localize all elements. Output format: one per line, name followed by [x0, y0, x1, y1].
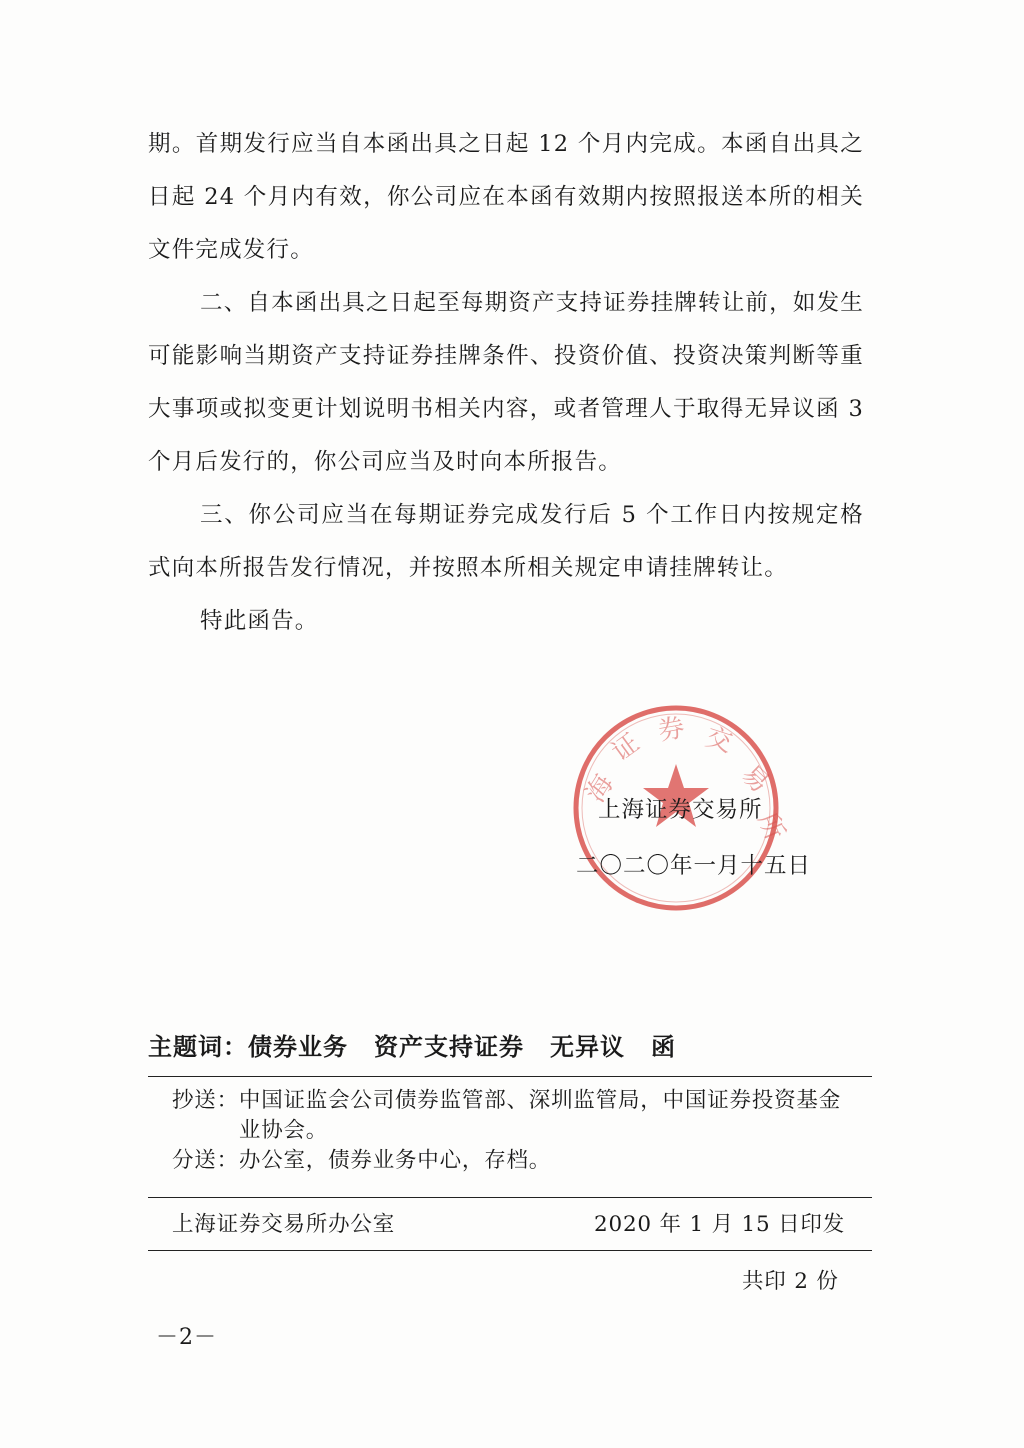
- svg-text:证: 证: [606, 728, 646, 768]
- svg-text:易: 易: [735, 759, 775, 800]
- svg-text:海: 海: [580, 769, 620, 808]
- subject-item: 资产支持证券: [374, 1033, 524, 1061]
- divider-line: [148, 1076, 872, 1077]
- letter-body: [148, 118, 864, 648]
- subject-item: 债券业务: [248, 1033, 348, 1061]
- paragraph-two: 二、自本函出具之日起至每期资产支持证券挂牌转让前，如发生可能影响当期资产支持证券挂牌条件、投资价值、投资决策判断等重大事项或拟变更计划说明书相关内容，或者管理人于取得无异议函 3 个月后发行的，你公司应当及时向本所报告。: [148, 290, 864, 475]
- copies-count: 共印 2 份: [742, 1269, 839, 1294]
- print-date: 2020 年 1 月 15 日印发: [594, 1212, 846, 1237]
- subject-item: 无异议: [550, 1033, 625, 1061]
- issuing-office: 上海证券交易所办公室: [172, 1212, 396, 1237]
- dist-row: [172, 1146, 862, 1176]
- cc-row: [172, 1086, 862, 1146]
- signature-date: 二〇二〇年一月十五日: [576, 853, 812, 879]
- subject-keywords: [148, 1027, 702, 1062]
- paragraph-three: 三、你公司应当在每期证券完成发行后 5 个工作日内按规定格式向本所报告发行情况，并按照本所相关规定申请挂牌转让。: [148, 502, 864, 581]
- cc-value: 中国证监会公司债券监管部、深圳监管局，中国证券投资基金业协会。: [238, 1088, 842, 1143]
- signature-organization: 上海证券交易所: [598, 797, 763, 823]
- distribution-block: [172, 1086, 862, 1176]
- divider-line: [148, 1197, 872, 1198]
- dist-label: 分送：: [172, 1148, 239, 1173]
- closing-remark: 特此函告。: [200, 608, 319, 634]
- page-number: －2－: [156, 1325, 217, 1350]
- svg-text:交: 交: [701, 722, 736, 759]
- divider-line: [148, 1250, 872, 1251]
- subject-label: 主题词：: [148, 1033, 248, 1061]
- svg-text:券: 券: [656, 712, 687, 747]
- dist-value: 办公室，债券业务中心，存档。: [238, 1148, 552, 1173]
- paragraph-continuation: 期。首期发行应当自本函出具之日起 12 个月内完成。本函自出具之日起 24 个月内有效，你公司应在本函有效期内按照报送本所的相关文件完成发行。: [148, 131, 864, 263]
- cc-label: 抄送：: [172, 1088, 239, 1113]
- svg-text:所: 所: [751, 808, 790, 845]
- subject-item: 函: [651, 1033, 676, 1061]
